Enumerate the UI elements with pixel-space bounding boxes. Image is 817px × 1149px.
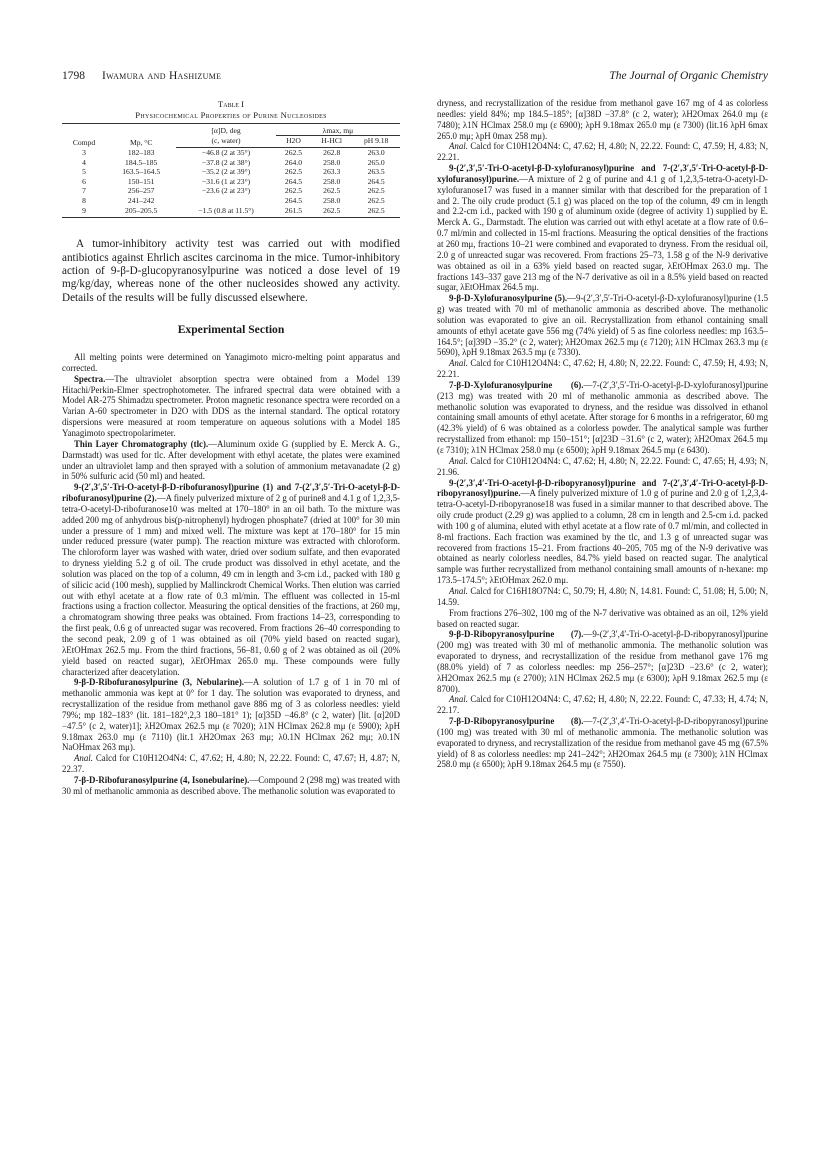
paragraph-tlc (62, 439, 400, 482)
table-row (62, 196, 400, 206)
paragraph-xylofuranosyl-6 (437, 380, 768, 456)
cell-hcl: 263.3 (323, 167, 341, 177)
journal-name: The Journal of Organic Chemistry (609, 70, 768, 82)
cell-compd: 6 (82, 176, 86, 186)
table-row (62, 206, 400, 218)
anal-label: Anal. (449, 585, 468, 596)
anal-label: Anal. (449, 455, 468, 466)
cell-hcl: 262.5 (311, 206, 352, 218)
table-row (62, 177, 400, 187)
subhead-acetyl-ribofuranosyl: 9-(2′,3′,5′-Tri-O-acetyl-β-D-ribofuranosyl)purine (1) and 7-(2′,3′,5′-Tri-O-acetyl-β-D-ribofuranosyl)purine (2). (62, 482, 400, 504)
col-ph: pH 9.18 (352, 136, 400, 148)
paragraph-anal-3 (62, 753, 400, 775)
cell-h2o: 262.5 (284, 186, 302, 196)
paragraph-acetyl-xylofuranosyl (437, 163, 768, 293)
running-authors: Iwamura and Hashizume (102, 70, 222, 82)
cell-ph: 262.5 (367, 186, 385, 196)
cell-h2o: 264.0 (284, 157, 302, 167)
properties-table (62, 123, 400, 218)
paragraph-anal-acetyl (437, 586, 768, 608)
cell-compd: 7 (82, 186, 86, 196)
paragraph-spectra (62, 374, 400, 439)
intro-paragraph: A tumor-inhibitory activity test was carried out with modified antibiotics against Ehrlich ascites carcinoma in the mice. Tumor-inhibitory action of 9-β-D-glucopyranosylpurine was noticed a dose level of 19 mg/kg/day, whereas none of the other nucleosides showed any activity. Details of the results will be fully discussed elsewhere. (62, 238, 400, 304)
text-xylofuranosyl-5: —9-(2′,3′,5′-Tri-O-acetyl-β-D-xylofuranosyl)purine (1.5 g) was treated with 70 ml of methanolic ammonia as described above. The methanolic solution was evaporated to give an oil. Recrystallization from ethanol containing small amounts of ethyl acetate gave 556 mg (74% yield) of 5 as fine colorless needles: mp 163.5–164.5°; [α]39D −35.2° (c 2, water); λH2Omax 262.5 mμ (ε 7120); λ1N HClmax 263.3 mμ (ε 5690), λpH 9.18max 263.5 mμ (ε 7330). (437, 293, 769, 358)
subhead-acetyl-ribopyranosyl: 9-(2′,3′,4′-Tri-O-acetyl-β-D-ribopyranosyl)purine and 7-(2′,3′,4′-Tri-O-acetyl-β-D-ribopyranosyl)purine. (437, 477, 768, 499)
cell-rot: −31.6 (1 at 23°) (201, 176, 251, 186)
anal-label: Anal. (74, 753, 93, 764)
cell-hcl: 258.0 (323, 157, 341, 167)
table-row (62, 148, 400, 158)
text-ribopyranosyl-7: —9-(2′,3′,4′-Tri-O-acetyl-β-D-ribopyranosyl)purine (200 mg) was treated with 30 ml of methanolic ammonia. The methanolic solution was evaporated to dryness, and recrystallization of the residue from methanol gave 176 mg (88.0% yield) of 7 as colorless needles: mp 256–257°; [α]23D −23.6° (c 2, water); λH2Omax 262.5 mμ (ε 2700); λ1N HClmax 262.5 mμ (ε 6300); λpH 9.18max 262.5 mμ (ε 8700). (437, 629, 768, 694)
cell-rot: −23.6 (2 at 23°) (201, 186, 251, 196)
text-acetyl-ribopyranosyl: —A finely pulverized mixture of 1.0 g of purine and 2.0 g of 1,2,3,4-tetra-O-acetyl-D-ribopyranose18 was fused in a similar manner to that described above. The oily crude product (2.29 g) was applied to a column, 28 cm in length and 2.5-cm i.d. packed with 100 g of alumina, eluted with ethyl acetate at a flow rate of 0.7 ml/min, and collected in 8-ml fractions. Each fraction was examined by the tlc, and 1.3 g of unreacted sugar was recovered from fractions 15–21. From fractions 40–205, 705 mg of the N-9 derivative was obtained as nearly colorless needles, 84.7% yield based on reacted sugar. The analytical sample was further recrystallized from methanol containing small amounts of n-hexane: mp 173.5–174.5°; λEtOHmax 262.0 mμ. (437, 488, 768, 586)
cell-hcl: 262.8 (323, 148, 341, 158)
left-column (62, 98, 400, 797)
text-anal-6: Calcd for C10H12O4N4: C, 47.62; H, 4.80; N, 22.22. Found: C, 47.65; H, 4.93; N, 21.96. (437, 455, 768, 477)
col-hcl: H-HCl (311, 136, 352, 148)
subhead-ribopyranosyl-7: 9-β-D-Ribopyranosylpurine (7). (449, 629, 584, 640)
text-anal-5: Calcd for C10H12O4N4: C, 47.62; H, 4.80; N, 22.22. Found: C, 47.59; H, 4.93; N, 22.21. (437, 358, 768, 380)
paragraph-ribopyranosyl-7 (437, 629, 768, 694)
table-row (62, 186, 400, 196)
subhead-tlc: Thin Layer Chromatography (tlc). (74, 438, 209, 449)
text-xylofuranosyl-6: —7-(2′,3′,5′-Tri-O-acetyl-β-D-xylofuranosyl)purine (213 mg) was treated with 20 ml of methanolic ammonia as described above. The methanolic solution was evaporated to dryness, and the residue was dissolved in ethanol containing small amounts of ethyl acetate. After storage for 6 months in a refrigerator, 60 mg (42.3% yield) of 6 was obtained as a colorless powder. The analytical sample was further recrystallized from ethanol: mp 150–151°; [α]23D −31.6° (c 2, water); λH2Omax 264.5 mμ (ε 7310); λ1N HClmax 258.0 mμ (ε 6500); λpH 9.18max 264.5 mμ (ε 6430). (437, 379, 768, 455)
paragraph-n7-derivative: From fractions 276–302, 100 mg of the N-7 derivative was obtained as an oil, 12% yield based on reacted sugar. (437, 607, 768, 629)
paragraph-xylofuranosyl-5 (437, 293, 768, 358)
paragraph-ribopyranosyl-8 (437, 716, 768, 770)
paragraph-anal-5 (437, 358, 768, 380)
text-tlc: —Aluminum oxide G (supplied by E. Merck A. G., Darmstadt) was used for tlc. After development with ethyl acetate, the plates were examined under an ultraviolet lamp and then sprayed with a solution of ammonium metavanadate (2 g) in 50% sulfuric acid (50 ml) and heated. (62, 438, 400, 482)
col-mp: Mp, °C (106, 123, 176, 147)
col-h2o: H2O (276, 136, 311, 148)
paragraph-acetyl-ribopyranosyl (437, 478, 768, 586)
anal-label: Anal. (449, 141, 468, 152)
paragraph-isonebularine (62, 775, 400, 797)
cell-mp: 184.5–185 (125, 157, 158, 167)
cell-mp: 182–183 (127, 147, 155, 157)
cell-compd: 3 (82, 147, 86, 157)
cell-ph: 265.0 (367, 157, 385, 167)
cell-ph: 264.5 (367, 176, 385, 186)
cell-compd: 9 (62, 206, 106, 218)
cell-h2o: 262.5 (284, 167, 302, 177)
right-column (437, 98, 768, 770)
section-title: Experimental Section (177, 323, 285, 337)
page-number: 1798 (62, 70, 85, 82)
anal-label: Anal. (449, 694, 468, 705)
paragraph-anal-6 (437, 456, 768, 478)
table-caption: Physicochemical Properties of Purine Nucleosides (135, 110, 327, 120)
cell-h2o: 264.5 (284, 196, 302, 205)
text-acetyl-ribofuranosyl: —A finely pulverized mixture of 2 g of purine8 and 4.1 g of 1,2,3,5-tetra-O-acetyl-D-ribofuranose10 was melted at 170–180° in an oil bath. To the mixture was added 200 mg of anhydrous bis(p-nitrophenyl) hydrogen phosphate7 (dried at 100° for 30 min under a pressure of 1 mm) and mixed well. The mixture was kept at 170–180° for 15 min under reduced pressure (water pump). The reaction mixture was extracted with chloroform. The chloroform layer was washed with water, dried over sodium sulfate, and then evaporated to dryness yielding 5.2 g of oil. The crude product was dissolved in ethyl acetate, and the solution was placed on the top of a column, 49 cm in length and 3-cm i.d., packed with 180 g of silicic acid (100 mesh), supplied by Mallinckrodt Chemical Works. Then elution was carried out with ethyl acetate at a flow rate of 0.3 ml/min. The effluent was collected in 15-ml fractions using a fraction collector. Measuring the optical densities of the fractions, at 260 mμ, a chromatogram showing three peaks was obtained. From fractions 14–23, corresponding to the first peak, 0.6 g of unreacted sugar was recovered. From fractions 26–40 corresponding to the second peak, 2.09 g of 1 was obtained as oil (70% yield based on reacted sugar), λEtOHmax 262.5 mμ. From the third fractions, 56–81, 0.60 g of 2 was obtained as oil (20% yield based on reacted sugar), λEtOHmax 265.0 mμ. These compounds were fully characterized after deacetylation. (62, 493, 400, 677)
table-row (62, 158, 400, 168)
cell-rot (176, 196, 276, 206)
cell-ph: 262.5 (352, 206, 400, 218)
paragraph-anal-7 (437, 694, 768, 716)
text-nebularine: —A solution of 1.7 g of 1 in 70 ml of methanolic ammonia was kept at 0° for 1 day. The solution was evaporated to dryness, and recrystallization of the residue from methanol gave 886 mg of 3 as colorless needles: yield 79%; mp 182–183° (lit. 181–182°,2,3 180–181° 1); [α]35D −46.8° (c 2, water) [lit. [α]20D −47.5° (c 2, water)1]; λH2Omax 262.5 mμ (ε 7020); λ1N HClmax 262.8 mμ (ε 5900); λpH 9.18max 263.0 mμ (ε 7110) (lit.1 λH2Omax 263 mμ; λ0.1N HClmax 262 mμ; λ0.1N NaOHmax 263 mμ). (62, 677, 400, 753)
paragraph-mp: All melting points were determined on Yanagimoto micro-melting point apparatus and corrected. (62, 352, 400, 373)
cell-hcl: 258.0 (323, 176, 341, 186)
col-compd: Compd (62, 123, 106, 147)
table-row (62, 167, 400, 177)
cell-h2o: 264.5 (284, 176, 302, 186)
text-anal-4: Calcd for C10H12O4N4: C, 47.62; H, 4.80; N, 22.22. Found: C, 47.59; H, 4.83; N, 22.21. (437, 141, 768, 163)
text-anal-acetyl: Calcd for C16H18O7N4: C, 50.79; H, 4.80; N, 14.81. Found: C, 51.08; H, 5.00; N, 14.59. (437, 585, 768, 607)
cell-h2o: 262.5 (284, 148, 302, 158)
cell-rot: −1.5 (0.8 at 11.5°) (176, 206, 276, 218)
subhead-nebularine: 9-β-D-Ribofuranosylpurine (3, Nebularine). (74, 677, 245, 688)
text-acetyl-xylofuranosyl: —A mixture of 2 g of purine and 4.1 g of 1,2,3,5-tetra-O-acetyl-D-xylofuranose17 was fused in a manner similar with that described for the preparation of 1 and 2. The oily crude product (5.1 g) was placed on the top of the column, 49 cm in length and 2.2-cm i.d., packed with 190 g of aluminum oxide (degree of activity 1) supplied by E. Merck A. G., Darmstadt. The elution was carried out with ethyl acetate at a flow rate of 0.6–0.7 ml/min and collected in 15-ml fractions. Measuring the optical densities of the fractions at 260 mμ, fractions 10–21 were combined and evaporated to dryness. From the residual oil, 2.0 g of unreacted sugar was recovered. From fractions 25–73, 1.58 g of the N-9 derivative was obtained as oil in a 63% yield based on reacted sugar, λEtOHmax 263.0 mμ. The fractions 143–337 gave 213 mg of the N-7 derivative as oil in a 8.5% yield based on reacted sugar, λEtOHmax 264.5 mμ. (437, 173, 768, 293)
cell-mp: 256–257 (127, 186, 155, 196)
cell-hcl: 258.0 (323, 196, 341, 205)
cell-ph: 262.5 (367, 196, 385, 205)
cell-compd: 4 (82, 157, 86, 167)
running-header (62, 70, 768, 86)
paragraph-acetyl-ribofuranosyl (62, 482, 400, 677)
text-isonebularine: —Compound 2 (298 mg) was treated with 30 ml of methanolic ammonia as described above. The methanolic solution was evaporated to (62, 774, 400, 796)
subhead-xylofuranosyl-6: 7-β-D-Xylofuranosylpurine (6). (449, 379, 584, 390)
col-rotation: [α]D, deg (176, 123, 276, 136)
cell-ph: 263.5 (367, 167, 385, 177)
paragraph-isonebularine-cont: dryness, and recrystallization of the residue from methanol gave 167 mg of 4 as colorless needles: yield 84%; mp 184.5–185°; [α]38D −37.8° (c 2, water); λH2Omax 264.0 mμ (ε 7480); λ1N HClmax 258.0 mμ (ε 6900); λpH 9.18max 265.0 mμ (ε 7300) (lit.16 λpH 6max 265.0 mμ; λpH 0max 258 mμ). (437, 98, 768, 141)
cell-ph: 263.0 (367, 148, 385, 158)
text-anal-7: Calcd for C10H12O4N4: C, 47.62; H, 4.80; N, 22.22. Found: C, 47.33; H, 4.74; N, 22.17. (437, 694, 768, 716)
table-title: Table I (217, 99, 245, 109)
subhead-xylofuranosyl-5: 9-β-D-Xylofuranosylpurine (5). (449, 293, 568, 304)
cell-rot: −37.8 (2 at 38°) (201, 157, 251, 167)
col-lambda: λmax, mμ (276, 123, 400, 136)
text-anal-3: Calcd for C10H12O4N4: C, 47.62; H, 4.80; N, 22.22. Found: C, 47.67; H, 4.87; N, 22.37. (62, 753, 400, 775)
text-spectra: —The ultraviolet absorption spectra were obtained from a Model 139 Hitachi/Perkin-Elmer spectrophotometer. The infrared spectral data were obtained with a Model AR-275 Shimadzu spectrometer. Proton magnetic resonance spectra were recorded on a Varian A-60 spectrometer in D2O with DDS as the internal standard. The optical rotatory dispersions were measured at room temperature on aqueous solutions with a Model 185 Yanagimoto spectropolarimeter. (62, 373, 400, 438)
cell-hcl: 262.5 (323, 186, 341, 196)
paragraph-anal-4 (437, 141, 768, 163)
cell-compd: 5 (82, 167, 86, 177)
cell-rot: −46.8 (2 at 35°) (201, 148, 251, 158)
cell-compd: 8 (82, 196, 86, 205)
subhead-isonebularine: 7-β-D-Ribofuranosylpurine (4, Isonebularine). (74, 774, 250, 785)
subhead-acetyl-xylofuranosyl: 9-(2′,3′,5′-Tri-O-acetyl-β-D-xylofuranosyl)purine and 7-(2′,3′,5′-Tri-O-acetyl-β-D-xylofuranosyl)purine. (437, 163, 768, 184)
cell-mp: 241–242 (127, 196, 155, 205)
subhead-spectra: Spectra. (74, 373, 106, 384)
cell-mp: 163.5–164.5 (122, 167, 161, 177)
subhead-ribopyranosyl-8: 7-β-D-Ribopyranosylpurine (8). (449, 716, 584, 727)
anal-label: Anal. (449, 358, 468, 369)
cell-rot: −35.2 (2 at 39°) (201, 167, 251, 177)
cell-mp: 205–205.5 (106, 206, 176, 218)
text-ribopyranosyl-8: —7-(2′,3′,4′-Tri-O-acetyl-β-D-ribopyranosyl)purine (100 mg) was treated with 30 ml of methanolic ammonia. The methanolic solution was evaporated to dryness, and recrystallization of the residue from methanol gave 45 mg (67.5% yield) of 8 as colorless needles: mp 241–242°; λH2Omax 264.5 mμ (ε 7300); λ1N HClmax 258.0 mμ (ε 6500); λpH 9.18max 264.5 mμ (ε 7550). (437, 716, 768, 770)
cell-mp: 150–151 (127, 176, 155, 186)
cell-h2o: 261.5 (276, 206, 311, 218)
col-rotation-sub: (c, water) (176, 136, 276, 148)
paragraph-nebularine (62, 677, 400, 753)
